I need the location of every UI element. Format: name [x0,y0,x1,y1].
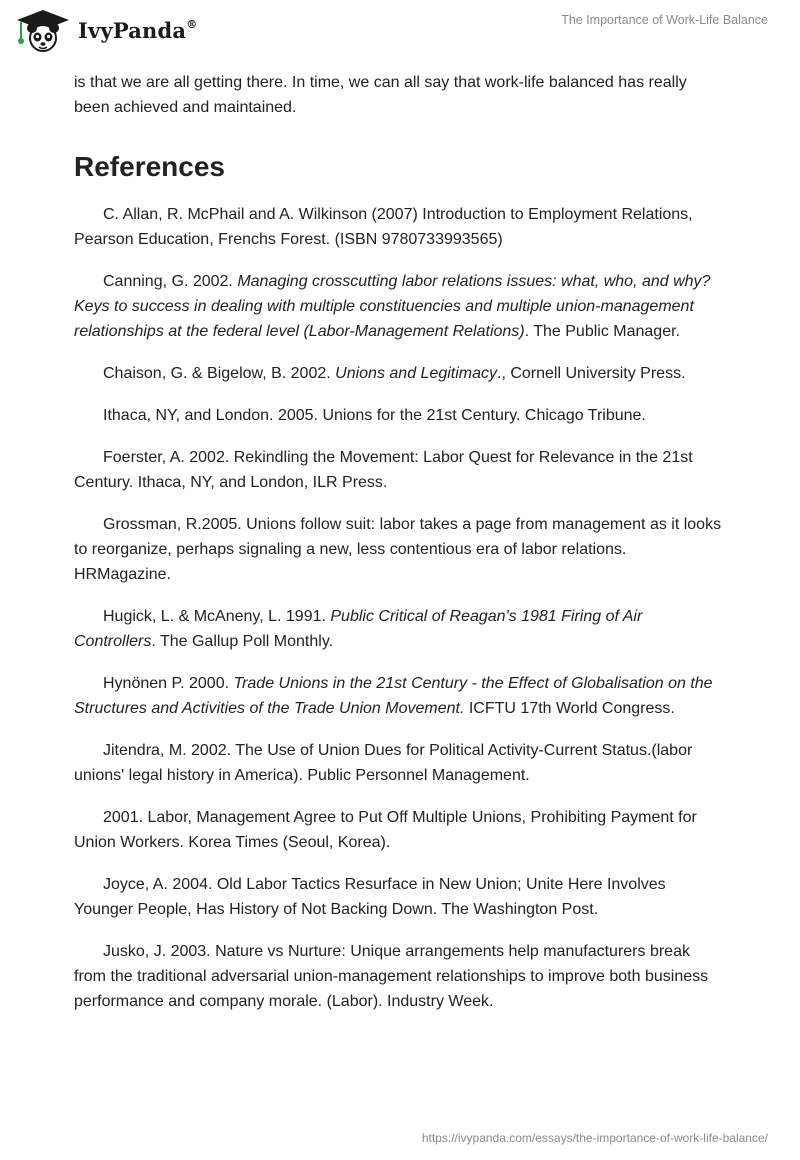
panda-graduate-icon [14,8,72,52]
reference-source: . The Public Manager. [524,323,680,340]
references-heading: References [74,151,225,182]
reference-text: Hynönen P. 2000. [103,675,234,692]
site-logo[interactable] [14,8,197,52]
document-title: The Importance of Work-Life Balance [561,13,768,27]
source-url[interactable]: https://ivypanda.com/essays/the-importance-of-work-life-balance/ [421,1131,768,1145]
reference-item [74,269,726,344]
reference-text: Canning, G. 2002. [103,273,238,290]
reference-source: ., Cornell University Press. [497,365,686,382]
reference-item [74,939,726,1014]
reference-text: Joyce, A. 2004. Old Labor Tactics Resurface in New Union; Unite Here Involves Younger People, Has History of Not Backing Down. The Washington Post. [74,876,666,918]
reference-source: ICFTU 17th World Congress. [464,700,675,717]
reference-text: Grossman, R.2005. Unions follow suit: labor takes a page from management as it looks to reorganize, perhaps signaling a new, less contentious era of labor relations. HRMagazine. [74,516,722,583]
reference-item [74,872,726,922]
essay-content [74,70,726,1031]
reference-item [74,604,726,654]
reference-item [74,805,726,855]
reference-text: Chaison, G. & Bigelow, B. 2002. [103,365,336,382]
page-header [0,0,800,62]
reference-item [74,403,726,428]
reference-title: Trade Unions in the 21st Century - the Effect of Globalisation on the Structures and Activities of the Trade Union Movement. [74,675,713,717]
reference-text: Ithaca, NY, and London. 2005. Unions for the 21st Century. Chicago Tribune. [103,407,646,424]
reference-item [74,202,726,252]
reference-source: . The Gallup Poll Monthly. [151,633,334,650]
reference-title: Managing crosscutting labor relations issues: what, who, and why? Keys to success in dealing with multiple constituencies and multiple union-management relationships at the federal level (Labor-Management Relations) [74,273,711,340]
intro-paragraph: is that we are all getting there. In time, we can all say that work-life balanced has really been achieved and maintained. [74,74,687,116]
reference-item [74,738,726,788]
brand-name: IvyPanda® [78,17,198,43]
reference-list [74,202,726,1014]
reference-item [74,512,726,587]
reference-text: C. Allan, R. McPhail and A. Wilkinson (2007) Introduction to Employment Relations, Pearson Education, Frenchs Forest. (ISBN 9780733993565) [74,206,693,248]
reference-title: Public Critical of Reagan's 1981 Firing of Air Controllers [74,608,643,650]
reference-text: Jusko, J. 2003. Nature vs Nurture: Unique arrangements help manufacturers break from the traditional adversarial union-management relationships to improve both business performance and company morale. (Labor). Industry Week. [74,943,709,1010]
reference-text: Hugick, L. & McAneny, L. 1991. [103,608,331,625]
reference-text: Foerster, A. 2002. Rekindling the Movement: Labor Quest for Relevance in the 21st Century. Ithaca, NY, and London, ILR Press. [74,449,693,491]
reference-item [74,445,726,495]
reference-text: 2001. Labor, Management Agree to Put Off Multiple Unions, Prohibiting Payment for Union Workers. Korea Times (Seoul, Korea). [74,809,697,851]
reference-item [74,671,726,721]
reference-item [74,361,726,386]
reference-title: Unions and Legitimacy [335,365,498,382]
reference-text: Jitendra, M. 2002. The Use of Union Dues for Political Activity-Current Status.(labor unions' legal history in America). Public Personnel Management. [74,742,693,784]
